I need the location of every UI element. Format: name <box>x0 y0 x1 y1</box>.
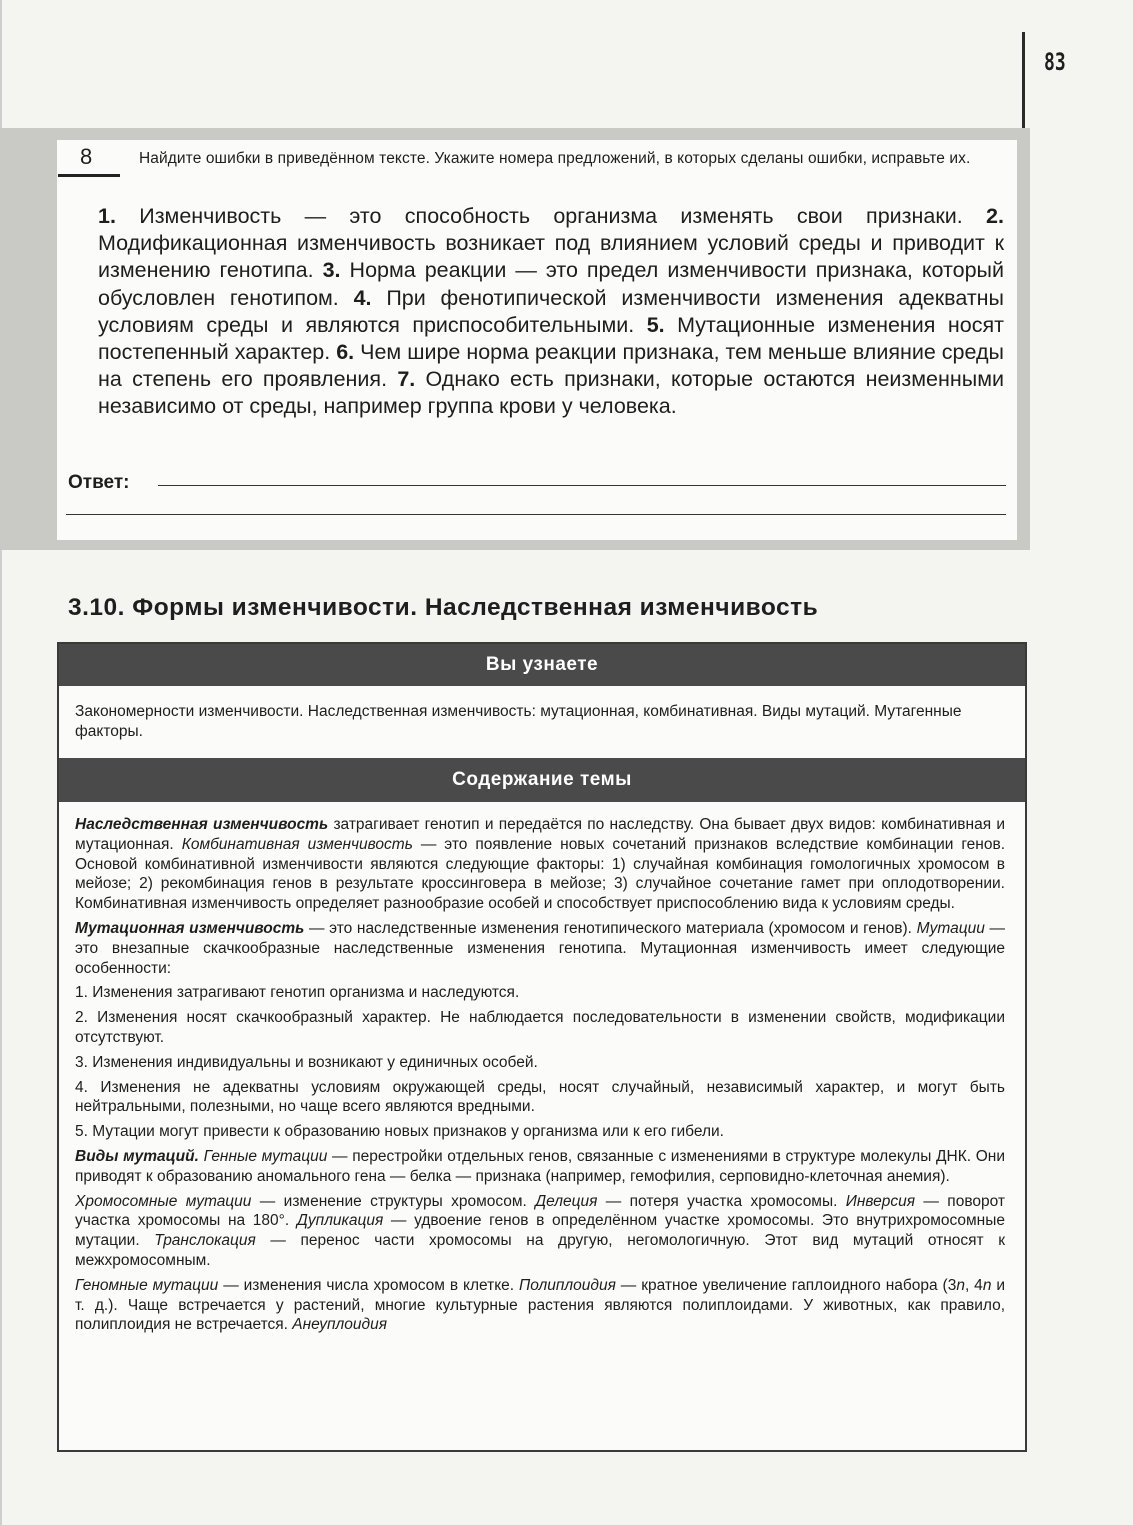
sentence-number: 5. <box>646 312 665 337</box>
sentence-number: 1. <box>98 204 116 228</box>
paragraph <box>75 1192 1005 1271</box>
term: Делеция <box>535 1192 598 1210</box>
answer-line[interactable] <box>66 514 1006 515</box>
sentence-text: Однако есть признаки, которые остаются неизменными независимо от среды, например группа крови у человека. <box>98 367 1004 419</box>
task-number-underline <box>58 174 120 177</box>
paragraph-text: — удвоение генов в определённом участке хромосомы. Это внутрихромосомные мутации. <box>75 1212 1005 1250</box>
list-item: 3. Изменения индивидуальны и возникают у единичных особей. <box>75 1053 538 1071</box>
term: Генные мутации <box>203 1147 328 1165</box>
sentence-text: Мутационные изменения носят постепенный характер. <box>98 312 1004 365</box>
list-item: 2. Изменения носят скачкообразный характер. Не наблюдается последовательности в изменении свойств, модификации отсутствуют. <box>75 1009 1005 1046</box>
learn-header: Вы узнаете <box>59 644 1025 686</box>
paragraph <box>75 815 1005 914</box>
learn-text: Закономерности изменчивости. Наследственная изменчивость: мутационная, комбинативная. Виды мутаций. Мутагенные факторы. <box>75 703 962 740</box>
term: Анеуплоидия <box>292 1316 387 1334</box>
task-text <box>98 203 1004 421</box>
symbol: n <box>982 1276 992 1294</box>
sentence-number: 6. <box>336 340 355 365</box>
theme-content <box>75 815 1005 1340</box>
sentence-number: 3. <box>322 258 341 283</box>
paragraph <box>75 1147 1005 1187</box>
paragraph <box>75 919 1005 978</box>
sentence-number: 7. <box>397 367 416 392</box>
paragraph-text: — изменение структуры хромосом. <box>251 1192 536 1210</box>
sentence-text: Изменчивость — это способность организма изменять свои признаки. <box>139 204 963 228</box>
term: Полиплоидия <box>519 1276 616 1294</box>
sentence-text: Чем шире норма реакции признака, тем меньше влияние среды на степень его проявления. <box>98 340 1004 392</box>
answer-label: Ответ: <box>68 472 130 493</box>
sentence-number: 2. <box>986 204 1004 228</box>
page-number-rule <box>1022 32 1025 128</box>
symbol: n <box>956 1276 965 1294</box>
term: Транслокация <box>154 1232 256 1250</box>
paragraph-text: , 4 <box>964 1276 983 1294</box>
list-item: 4. Изменения не адекватны условиям окружающей среды, носят случайный, независимый характер, и могут быть нейтральными, полезными, но чаще всего являются вредными. <box>75 1078 1005 1116</box>
paragraph-text: — кратное увеличение гаплоидного набора (3 <box>615 1276 957 1294</box>
answer-line[interactable] <box>158 485 1006 486</box>
term: Дупликация <box>296 1212 384 1230</box>
paragraph-text: — это внезапные скачкообразные наследственные изменения генотипа. Мутационная изменчивость имеет следующие особенности: <box>75 919 1005 977</box>
task-number: 8 <box>80 144 93 169</box>
sentence-text: При фенотипической изменчивости изменения адекватны условиям среды и являются приспособительными. <box>98 285 1005 337</box>
term: Комбинативная изменчивость <box>181 835 413 853</box>
paragraph <box>75 1276 1005 1335</box>
paragraph-text: — перестройки отдельных генов, связанные с изменениями в структуре молекулы ДНК. Они приводят к образованию аномального гена — белка — признака (например, гемофилия, серповидно-клеточная анемия). <box>75 1147 1006 1185</box>
term: Мутации <box>916 919 985 937</box>
task-instruction: Найдите ошибки в приведённом тексте. Укажите номера предложений, в которых сделаны ошибки, исправьте их. <box>139 150 971 167</box>
content-header: Содержание темы <box>59 758 1025 802</box>
paragraph-text: — изменения числа хромосом в клетке. <box>218 1276 520 1294</box>
paragraph-text: и т. д.). Чаще встречается у растений, многие культурные растения являются полиплоидами. У животных, как правило, полиплоидия не встречается. <box>75 1276 1006 1334</box>
paragraph-text: — это появление новых сочетаний признаков вследствие комбинации генов. Основой комбинативной изменчивости являются следующие факторы: 1) случайная комбинация гомологичных хромосом в мейозе; 2) рекомбинация генов в результате кроссинговера в мейозе; 3) случайное сочетание гамет при оплодотворении. Комбинативная изменчивость определяет разнообразие особей и способствует приспособлению вида к условиям среды. <box>75 835 1006 913</box>
paragraph-text: — поворот участка хромосомы на 180°. <box>75 1192 1006 1230</box>
term: Наследственная изменчивость <box>75 816 329 833</box>
list-item: 1. Изменения затрагивают генотип организма и наследуются. <box>75 984 520 1002</box>
paragraph-text: — перенос части хромосомы на другую, негомологичную. Этот вид мутаций относят к межхромосомным. <box>75 1232 1006 1269</box>
term: Виды мутаций. <box>75 1147 199 1165</box>
page-number: 83 <box>1044 48 1066 76</box>
paragraph-text: — это наследственные изменения генотипического материала (хромосом и генов). <box>304 919 917 937</box>
term: Геномные мутации <box>75 1276 219 1294</box>
paragraph-text: затрагивает генотип и передаётся по наследству. Она бывает двух видов: комбинативная и мутационная. <box>75 816 1006 853</box>
paragraph-text: — потеря участка хромосомы. <box>597 1192 846 1210</box>
term: Хромосомные мутации <box>75 1192 252 1210</box>
section-title: 3.10. Формы изменчивости. Наследственная изменчивость <box>68 594 819 621</box>
list-item: 5. Мутации могут привести к образованию новых признаков у организма или к его гибели. <box>75 1123 724 1141</box>
sentence-number: 4. <box>353 285 372 310</box>
term: Мутационная изменчивость <box>75 919 305 937</box>
sentence-text: Норма реакции — это предел изменчивости признака, который обусловлен генотипом. <box>98 258 1004 310</box>
term: Инверсия <box>845 1192 916 1210</box>
sentence-text: Модификационная изменчивость возникает под влиянием условий среды и приводит к изменению генотипа. <box>98 231 1004 283</box>
